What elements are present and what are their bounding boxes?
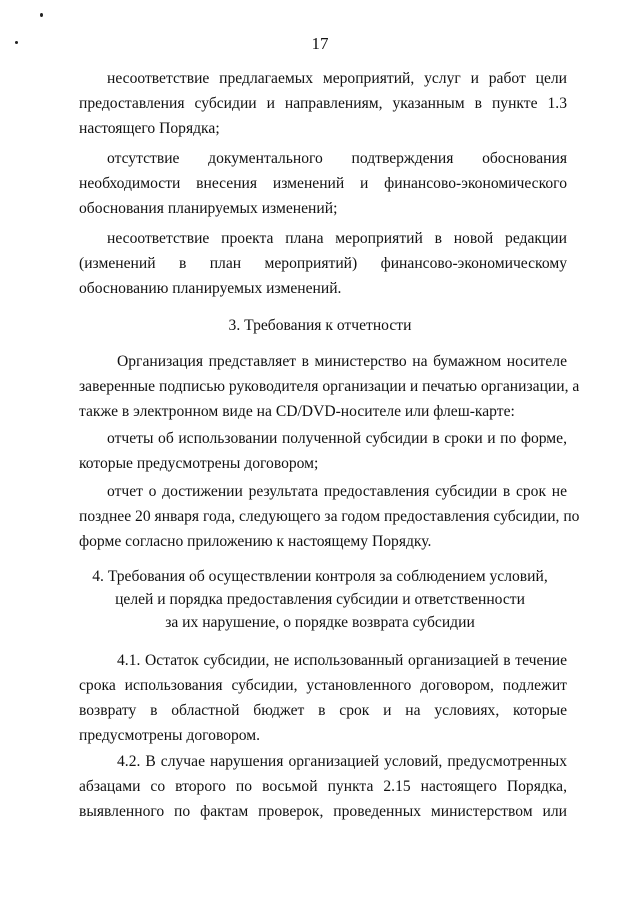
paragraph-line: необходимости внесения изменений и финансово-экономического	[79, 175, 567, 192]
paragraph-line: Организация представляет в министерство на бумажном носителе	[117, 353, 567, 370]
paragraph-line: 4.2. В случае нарушения организацией условий, предусмотренных	[117, 753, 567, 770]
paragraph-line: возврату в областной бюджет в срок и на условиях, которые	[79, 702, 567, 719]
paragraph-line: также в электронном виде на CD/DVD-носителе или флеш-карте:	[79, 403, 515, 420]
paragraph-line: обоснования планируемых изменений;	[79, 200, 338, 217]
scan-speck	[40, 13, 43, 17]
paragraph-line: 4.1. Остаток субсидии, не использованный организацией в течение	[117, 652, 567, 669]
paragraph-line: абзацами со второго по восьмой пункта 2.15 настоящего Порядка,	[79, 778, 567, 795]
section-heading-line: 3. Требования к отчетности	[228, 317, 412, 334]
paragraph-line: несоответствие проекта плана мероприятий в новой редакции	[107, 230, 567, 247]
paragraph-line: несоответствие предлагаемых мероприятий, услуг и работ цели	[107, 70, 567, 87]
scan-speck	[15, 41, 18, 44]
paragraph-line: предусмотрены договором.	[79, 727, 261, 744]
paragraph-line: позднее 20 января года, следующего за годом предоставления субсидии, по	[79, 508, 580, 525]
paragraph-line: срока использования субсидии, установленного договором, подлежит	[79, 677, 567, 694]
page-number: 17	[311, 34, 329, 53]
section-heading-line: 4. Требования об осуществлении контроля за соблюдением условий,	[92, 568, 548, 585]
paragraph-line: заверенные подписью руководителя организации и печатью организации, а	[79, 378, 580, 395]
paragraph-line: (изменений в план мероприятий) финансово-экономическому	[79, 255, 567, 272]
paragraph-line: которые предусмотрены договором;	[79, 455, 319, 472]
paragraph-line: отсутствие документального подтверждения обоснования	[107, 150, 567, 167]
paragraph-line: отчеты об использовании полученной субсидии в сроки и по форме,	[107, 430, 567, 447]
section-heading-line: целей и порядка предоставления субсидии и ответственности	[115, 591, 525, 608]
paragraph-line: обоснованию планируемых изменений.	[79, 280, 342, 297]
section-heading-line: за их нарушение, о порядке возврата субсидии	[165, 614, 475, 631]
paragraph-line: выявленного по фактам проверок, проведенных министерством или	[79, 803, 567, 820]
paragraph-line: форме согласно приложению к настоящему Порядку.	[79, 533, 432, 550]
paragraph-line: предоставления субсидии и направлениям, указанным в пункте 1.3	[79, 95, 567, 112]
paragraph-line: отчет о достижении результата предоставления субсидии в срок не	[107, 483, 567, 500]
paragraph-line: настоящего Порядка;	[79, 120, 220, 137]
